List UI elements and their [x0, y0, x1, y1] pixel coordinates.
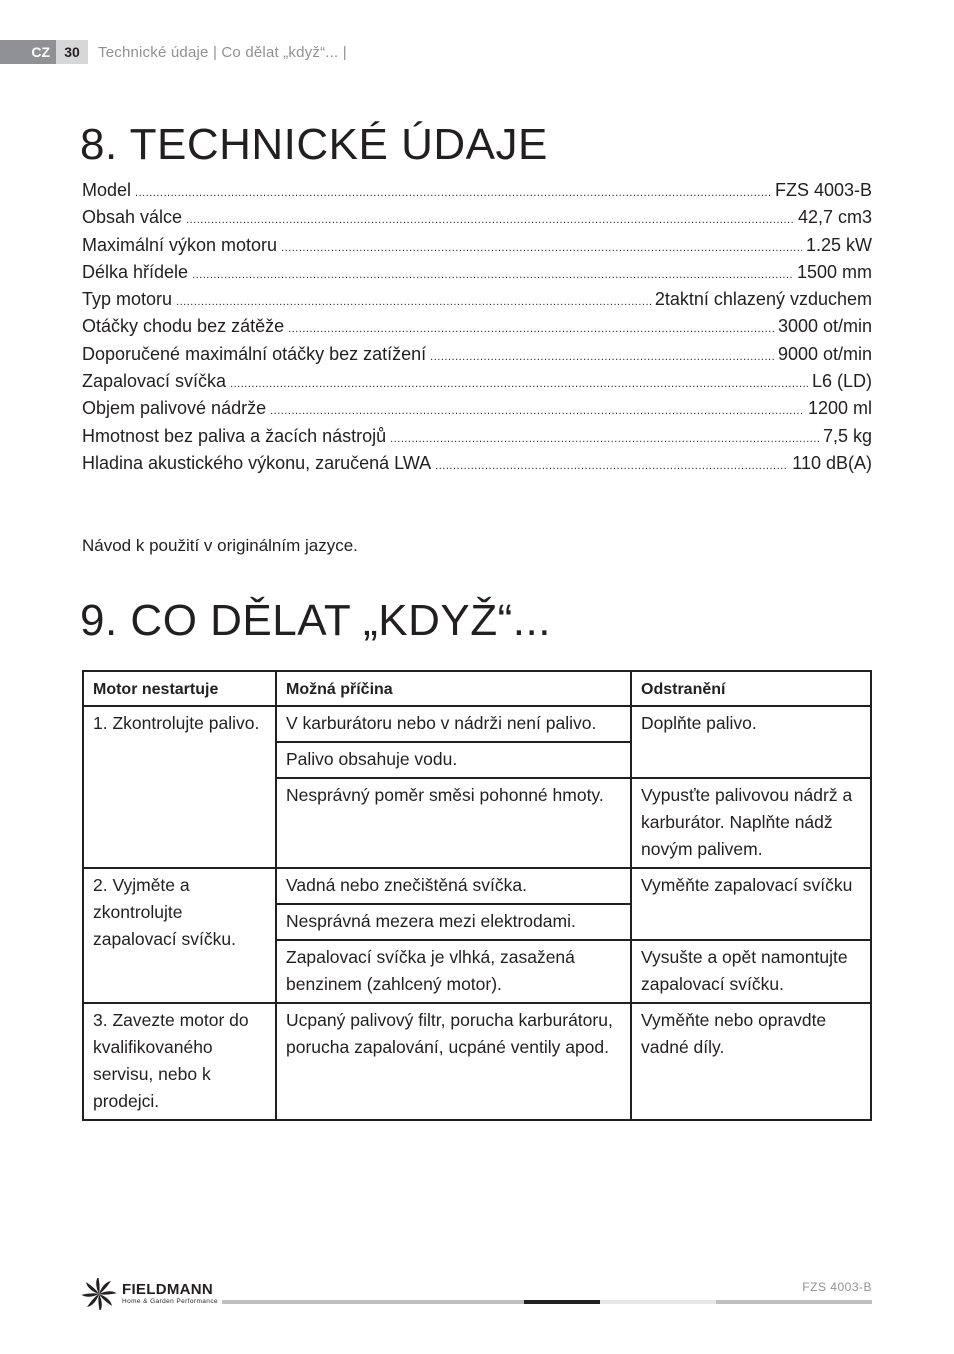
remedy-cell: Doplňte palivo.: [631, 706, 871, 778]
spec-label: Zapalovací svíčka: [82, 371, 227, 392]
table-header-row: [83, 671, 871, 706]
spec-value: 3000 ot/min: [777, 316, 872, 337]
column-header: Možná příčina: [276, 671, 631, 706]
language-badge: CZ: [0, 40, 56, 64]
spec-label: Délka hřídele: [82, 261, 189, 282]
spec-value: 9000 ot/min: [777, 343, 872, 364]
footer-rule: [524, 1300, 600, 1304]
table-row: [83, 1003, 871, 1120]
fan-swirl-icon: [82, 1278, 116, 1310]
spec-value: 1200 ml: [807, 398, 872, 419]
spec-value: 1.25 kW: [805, 234, 872, 255]
spec-label: Otáčky chodu bez zátěže: [82, 316, 285, 337]
cause-cell: Zapalovací svíčka je vlhká, zasažená benzinem (zahlcený motor).: [276, 940, 631, 1003]
cause-cell: Palivo obsahuje vodu.: [276, 742, 631, 778]
spec-row: [82, 344, 872, 371]
footer-rule: [716, 1300, 872, 1304]
spec-label: Obsah válce: [82, 207, 183, 228]
spec-row: [82, 262, 872, 289]
cause-cell: Vadná nebo znečištěná svíčka.: [276, 868, 631, 904]
spec-value: 7,5 kg: [822, 425, 872, 446]
language-note: Návod k použití v originálním jazyce.: [82, 536, 358, 555]
dot-leader: [135, 187, 771, 199]
spec-value: FZS 4003-B: [774, 180, 872, 200]
brand-tagline: Home & Garden Performance: [122, 1298, 218, 1306]
spec-label: Maximální výkon motoru: [82, 234, 278, 255]
dot-leader: [176, 296, 651, 308]
remedy-cell: Vysušte a opět namontujte zapalovací svíčku.: [631, 940, 871, 1003]
spec-label: Hmotnost bez paliva a žacích nástrojů: [82, 425, 387, 446]
brand-logo: [82, 1278, 218, 1310]
column-header: Odstranění: [631, 671, 871, 706]
spec-label: Doporučené maximální otáčky bez zatížení: [82, 343, 427, 364]
spec-value: 110 dB(A): [792, 452, 872, 473]
spec-row: [82, 235, 872, 262]
spec-row: [82, 453, 872, 480]
dot-leader: [192, 269, 793, 281]
step-cell: 2. Vyjměte a zkontrolujte zapalovací svíčku.: [83, 868, 276, 1003]
spec-value: 42,7 cm3: [797, 207, 872, 228]
page-number: 30: [56, 40, 88, 64]
table-row: [83, 868, 871, 904]
dot-leader: [435, 460, 788, 472]
spec-row: [82, 398, 872, 425]
cause-cell: V karburátoru nebo v nádrži není palivo.: [276, 706, 631, 742]
page-header: [0, 40, 347, 64]
section-title-technical-data: 8. TECHNICKÉ ÚDAJE: [80, 120, 548, 169]
spec-row: [82, 289, 872, 316]
remedy-cell: Vypusťte palivovou nádrž a karburátor. Naplňte nádž novým palivem.: [631, 778, 871, 868]
footer-model: FZS 4003-B: [802, 1280, 872, 1294]
table-row: [83, 706, 871, 742]
spec-value: 1500 mm: [796, 261, 872, 282]
spec-row: [82, 371, 872, 398]
dot-leader: [430, 351, 774, 363]
footer-rule: [600, 1300, 716, 1304]
remedy-cell: Vyměňte nebo opravdte vadné díly.: [631, 1003, 871, 1120]
header-title: Technické údaje | Co dělat „když“... |: [98, 43, 347, 61]
cause-cell: Nesprávná mezera mezi elektrodami.: [276, 904, 631, 940]
troubleshooting-table: [82, 670, 872, 1121]
spec-list: [82, 180, 872, 480]
footer-rule: [222, 1300, 524, 1304]
dot-leader: [270, 405, 804, 417]
remedy-cell: Vyměňte zapalovací svíčku: [631, 868, 871, 940]
brand-text: [122, 1282, 218, 1306]
dot-leader: [281, 242, 802, 254]
step-cell: 3. Zavezte motor do kvalifikovaného servisu, nebo k prodejci.: [83, 1003, 276, 1120]
dot-leader: [288, 323, 774, 335]
section-title-troubleshooting: 9. CO DĚLAT „KDYŽ“...: [80, 596, 551, 645]
dot-leader: [186, 214, 794, 226]
spec-label: Model: [82, 180, 132, 200]
spec-label: Objem palivové nádrže: [82, 398, 267, 419]
spec-row: [82, 316, 872, 343]
spec-label: Typ motoru: [82, 289, 173, 310]
brand-name: FIELDMANN: [122, 1281, 214, 1299]
spec-value: L6 (LD): [811, 371, 872, 392]
spec-value: 2taktní chlazený vzduchem: [654, 289, 872, 310]
cause-cell: Nesprávný poměr směsi pohonné hmoty.: [276, 778, 631, 868]
dot-leader: [230, 378, 808, 390]
spec-label: Hladina akustického výkonu, zaručená LWA: [82, 452, 432, 473]
column-header: Motor nestartuje: [83, 671, 276, 706]
spec-row: [82, 426, 872, 453]
spec-row: [82, 180, 872, 207]
cause-cell: Ucpaný palivový filtr, porucha karburátoru, porucha zapalování, ucpáné ventily apod.: [276, 1003, 631, 1120]
spec-row: [82, 207, 872, 234]
step-cell: 1. Zkontrolujte palivo.: [83, 706, 276, 868]
dot-leader: [390, 433, 819, 445]
